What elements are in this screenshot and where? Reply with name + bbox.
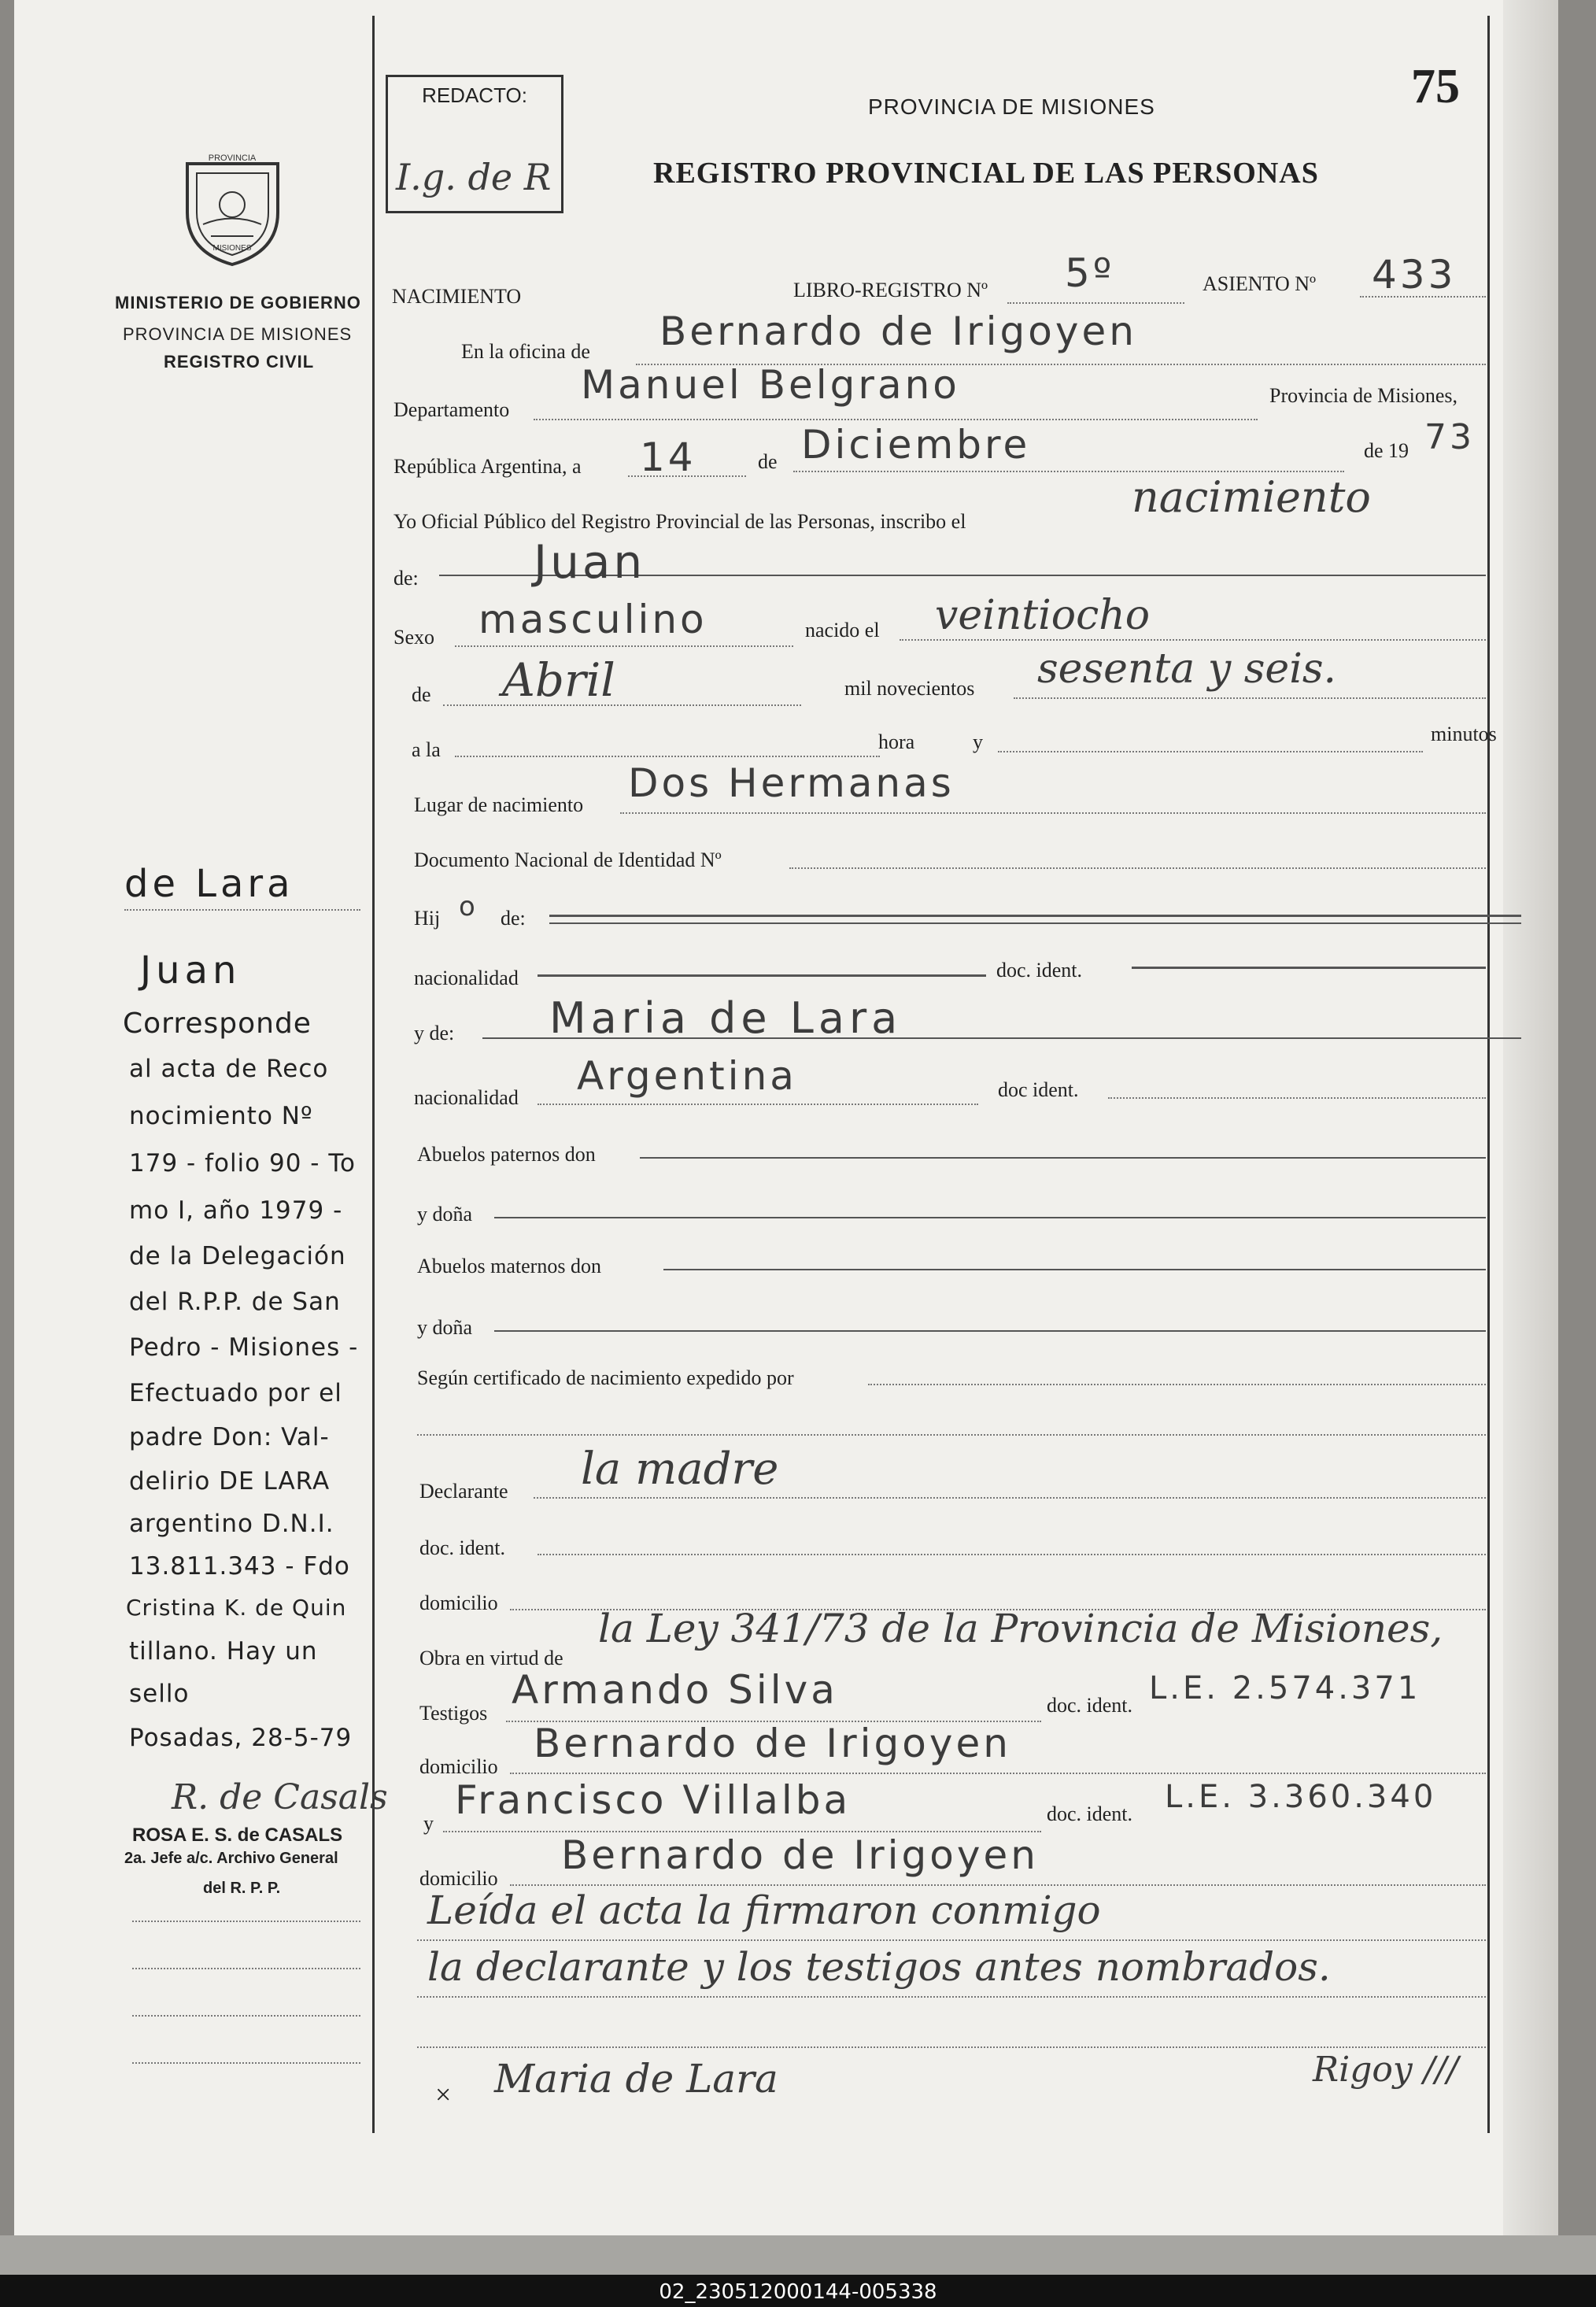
de-colon-label: de: — [393, 567, 419, 590]
madre-value: Maria de Lara — [549, 993, 903, 1043]
registry-title: REGISTRO PROVINCIAL DE LAS PERSONAS — [653, 157, 1319, 190]
domicilio2-line — [510, 1773, 1486, 1774]
domicilio3-line — [510, 1884, 1486, 1886]
minutos-line — [998, 751, 1423, 752]
oficial-label: Yo Oficial Público del Registro Provincial de las Personas, inscribo el — [393, 510, 966, 533]
doc-ident3-label: doc. ident. — [419, 1536, 506, 1559]
lugar-line — [620, 812, 1486, 814]
redacto-label: REDACTO: — [422, 83, 527, 107]
provincia-label: Provincia de Misiones, — [1269, 384, 1458, 407]
padre-line-2 — [549, 922, 1521, 924]
certificado-line — [868, 1384, 1486, 1385]
y-label: y — [973, 730, 983, 753]
seal-bottom-text: MISIONES — [212, 244, 252, 253]
margin-rule — [132, 1921, 360, 1922]
margin-line: Corresponde — [123, 1007, 312, 1040]
page-edge — [1503, 0, 1558, 2235]
margin-line: Efectuado por el — [129, 1379, 342, 1407]
abuelos-p-label: Abuelos paternos don — [417, 1143, 596, 1166]
register-page — [14, 0, 1558, 2235]
mil-label: mil novecientos — [844, 677, 975, 700]
asiento-label: ASIENTO Nº — [1203, 272, 1317, 295]
declarante-value: la madre — [581, 1444, 779, 1495]
cross-mark: × — [435, 2079, 452, 2110]
ydona2-line — [494, 1330, 1486, 1332]
margin-line: 179 - folio 90 - To — [129, 1149, 356, 1178]
margin-line: nocimiento Nº — [129, 1102, 313, 1130]
obra-value: la Ley 341/73 de la Provincia de Misiones, — [598, 1606, 1443, 1651]
anio-nac-line — [1014, 697, 1486, 699]
margin-line: argentino D.N.I. — [129, 1510, 334, 1538]
republica-label: República Argentina, a — [393, 455, 582, 478]
signature-mother: Maria de Lara — [494, 2056, 778, 2102]
image-caption: 02_230512000144-005338 — [659, 2280, 937, 2304]
nacionalidad-line — [538, 974, 986, 977]
nombre-value: Juan — [534, 535, 646, 589]
doc-ident-label: doc. ident. — [996, 959, 1083, 982]
dia-value: 14 — [640, 434, 696, 480]
anio-value: 73 — [1424, 417, 1475, 457]
nacionalidad-label: nacionalidad — [414, 967, 519, 989]
closing-line2: la declarante y los testigos antes nombrados. — [427, 1944, 1331, 1990]
anio-nac-value: sesenta y seis. — [1037, 645, 1337, 693]
oficina-label: En la oficina de — [461, 340, 590, 363]
padre-line — [549, 915, 1521, 917]
margin-line: Pedro - Misiones - — [129, 1333, 359, 1362]
testigo2-dom: Bernardo de Irigoyen — [561, 1832, 1039, 1878]
hora-line — [455, 756, 880, 757]
margin-line: delirio DE LARA — [129, 1467, 331, 1495]
doc-ident4-label: doc. ident. — [1047, 1694, 1133, 1717]
margin-stamp-line1: ROSA E. S. de CASALS — [132, 1825, 343, 1846]
margin-line: padre Don: Val- — [129, 1423, 330, 1451]
margin-stamp-line2: 2a. Jefe a/c. Archivo General — [124, 1850, 338, 1867]
redacto-box — [386, 75, 563, 213]
abuelos-m-line — [663, 1269, 1486, 1270]
testigo1-value: Armando Silva — [512, 1667, 838, 1713]
margin-signature: R. de Casals — [172, 1777, 388, 1817]
hora-label: hora — [878, 730, 915, 753]
margin-line: al acta de Reco — [129, 1055, 329, 1083]
mes-nac-line — [443, 704, 801, 706]
doc-ident2-label: doc ident. — [998, 1078, 1079, 1101]
oficina-value: Bernardo de Irigoyen — [659, 309, 1137, 354]
ydona-label: y doña — [417, 1203, 473, 1226]
abuelos-p-line — [640, 1157, 1486, 1159]
page-number: 75 — [1411, 60, 1460, 113]
ministry-line3: REGISTRO CIVIL — [164, 352, 315, 372]
ydona2-label: y doña — [417, 1316, 473, 1339]
mes-value: Diciembre — [801, 422, 1031, 468]
abuelos-m-label: Abuelos maternos don — [417, 1255, 601, 1277]
margin-rule — [132, 1968, 360, 1969]
margin-line: mo I, año 1979 - — [129, 1196, 343, 1225]
ministry-line1: MINISTERIO DE GOBIERNO — [115, 293, 361, 312]
signature-official: Rigoy /// — [1313, 2050, 1459, 2090]
departamento-value: Manuel Belgrano — [581, 362, 960, 408]
ministry-line2: PROVINCIA DE MISIONES — [123, 324, 353, 344]
testigo2-doc: L.E. 3.360.340 — [1165, 1779, 1437, 1815]
closing-line2-rule — [417, 1996, 1486, 1998]
asiento-value: 433 — [1372, 252, 1457, 298]
margin-line: sello — [129, 1680, 190, 1708]
yde-label: y de: — [414, 1022, 455, 1044]
seal-top-text: PROVINCIA — [208, 153, 257, 163]
testigo2-value: Francisco Villalba — [455, 1777, 852, 1823]
certificado-line-2 — [417, 1434, 1486, 1436]
ydona-line — [494, 1217, 1486, 1218]
blank-rule-1 — [417, 2046, 1486, 2048]
province-header: PROVINCIA DE MISIONES — [868, 94, 1155, 119]
nacido-label: nacido el — [805, 619, 880, 641]
lugar-label: Lugar de nacimiento — [414, 793, 584, 816]
sexo-value: masculino — [478, 597, 707, 642]
margin-line: 13.811.343 - Fdo — [129, 1552, 350, 1581]
doc-ident5-label: doc. ident. — [1047, 1802, 1133, 1825]
nacionalidad2-value: Argentina — [577, 1053, 797, 1099]
y2-label: y — [423, 1812, 434, 1835]
oficial-value: nacimiento — [1132, 472, 1371, 522]
departamento-label: Departamento — [393, 398, 510, 421]
hijo-value: o — [459, 891, 478, 922]
doc-ident-line — [1132, 967, 1486, 969]
margin-stamp-line3: del R. P. P. — [203, 1880, 281, 1897]
margin-line: de Lara — [124, 862, 294, 906]
nacionalidad2-label: nacionalidad — [414, 1086, 519, 1109]
doc-ident3-line — [538, 1554, 1486, 1555]
margin-line: del R.P.P. de San — [129, 1288, 341, 1316]
obra-label: Obra en virtud de — [419, 1647, 563, 1669]
provincial-seal — [179, 150, 286, 268]
margin-line: Cristina K. de Quin — [126, 1595, 347, 1621]
anio-label: de 19 — [1364, 439, 1409, 462]
libro-label: LIBRO-REGISTRO Nº — [793, 279, 988, 301]
bottom-strip — [0, 2235, 1596, 2275]
domicilio-label: domicilio — [419, 1592, 498, 1614]
margin-rule — [124, 909, 360, 911]
margin-rule — [132, 2015, 360, 2017]
de-label: de — [758, 450, 778, 473]
nacido-value: veintiocho — [935, 592, 1151, 639]
declarante-label: Declarante — [419, 1480, 508, 1503]
margin-rule — [132, 2062, 360, 2064]
declarante-line — [534, 1497, 1486, 1499]
mes-nac-value: Abril — [502, 653, 615, 707]
right-border — [1487, 16, 1490, 2133]
testigos-label: Testigos — [419, 1702, 488, 1725]
closing-line1-rule — [417, 1939, 1486, 1941]
domicilio2-label: domicilio — [419, 1755, 498, 1778]
margin-line: Juan — [140, 948, 242, 993]
minutos-label: minutos — [1431, 723, 1497, 745]
departamento-line — [534, 419, 1258, 420]
sexo-label: Sexo — [393, 626, 434, 649]
margin-line: Posadas, 28-5-79 — [129, 1724, 353, 1752]
hijo-de-label: de: — [501, 907, 526, 930]
dni-label: Documento Nacional de Identidad Nº — [414, 848, 722, 871]
sexo-line — [455, 645, 793, 647]
de2-label: de — [412, 683, 431, 706]
margin-line: tillano. Hay un — [129, 1637, 318, 1666]
doc-ident2-line — [1108, 1097, 1486, 1099]
ala-label: a la — [412, 738, 441, 761]
lugar-value: Dos Hermanas — [628, 760, 955, 806]
margin-line: de la Delegación — [129, 1242, 346, 1270]
dni-line — [789, 867, 1486, 869]
testigo1-doc: L.E. 2.574.371 — [1149, 1670, 1421, 1706]
certificado-label: Según certificado de nacimiento expedido por — [417, 1366, 794, 1389]
closing-line1: Leída el acta la firmaron conmigo — [427, 1887, 1101, 1933]
form-type: NACIMIENTO — [392, 285, 522, 308]
nacido-line — [900, 639, 1486, 641]
nacionalidad2-line — [538, 1104, 978, 1105]
libro-value: 5º — [1065, 250, 1115, 296]
seal-icon — [179, 150, 286, 268]
testigo1-dom: Bernardo de Irigoyen — [534, 1721, 1011, 1766]
hijo-label: Hij — [414, 907, 441, 930]
redacto-value: I.g. de R — [396, 156, 552, 198]
domicilio3-label: domicilio — [419, 1867, 498, 1890]
libro-line — [1007, 302, 1184, 304]
